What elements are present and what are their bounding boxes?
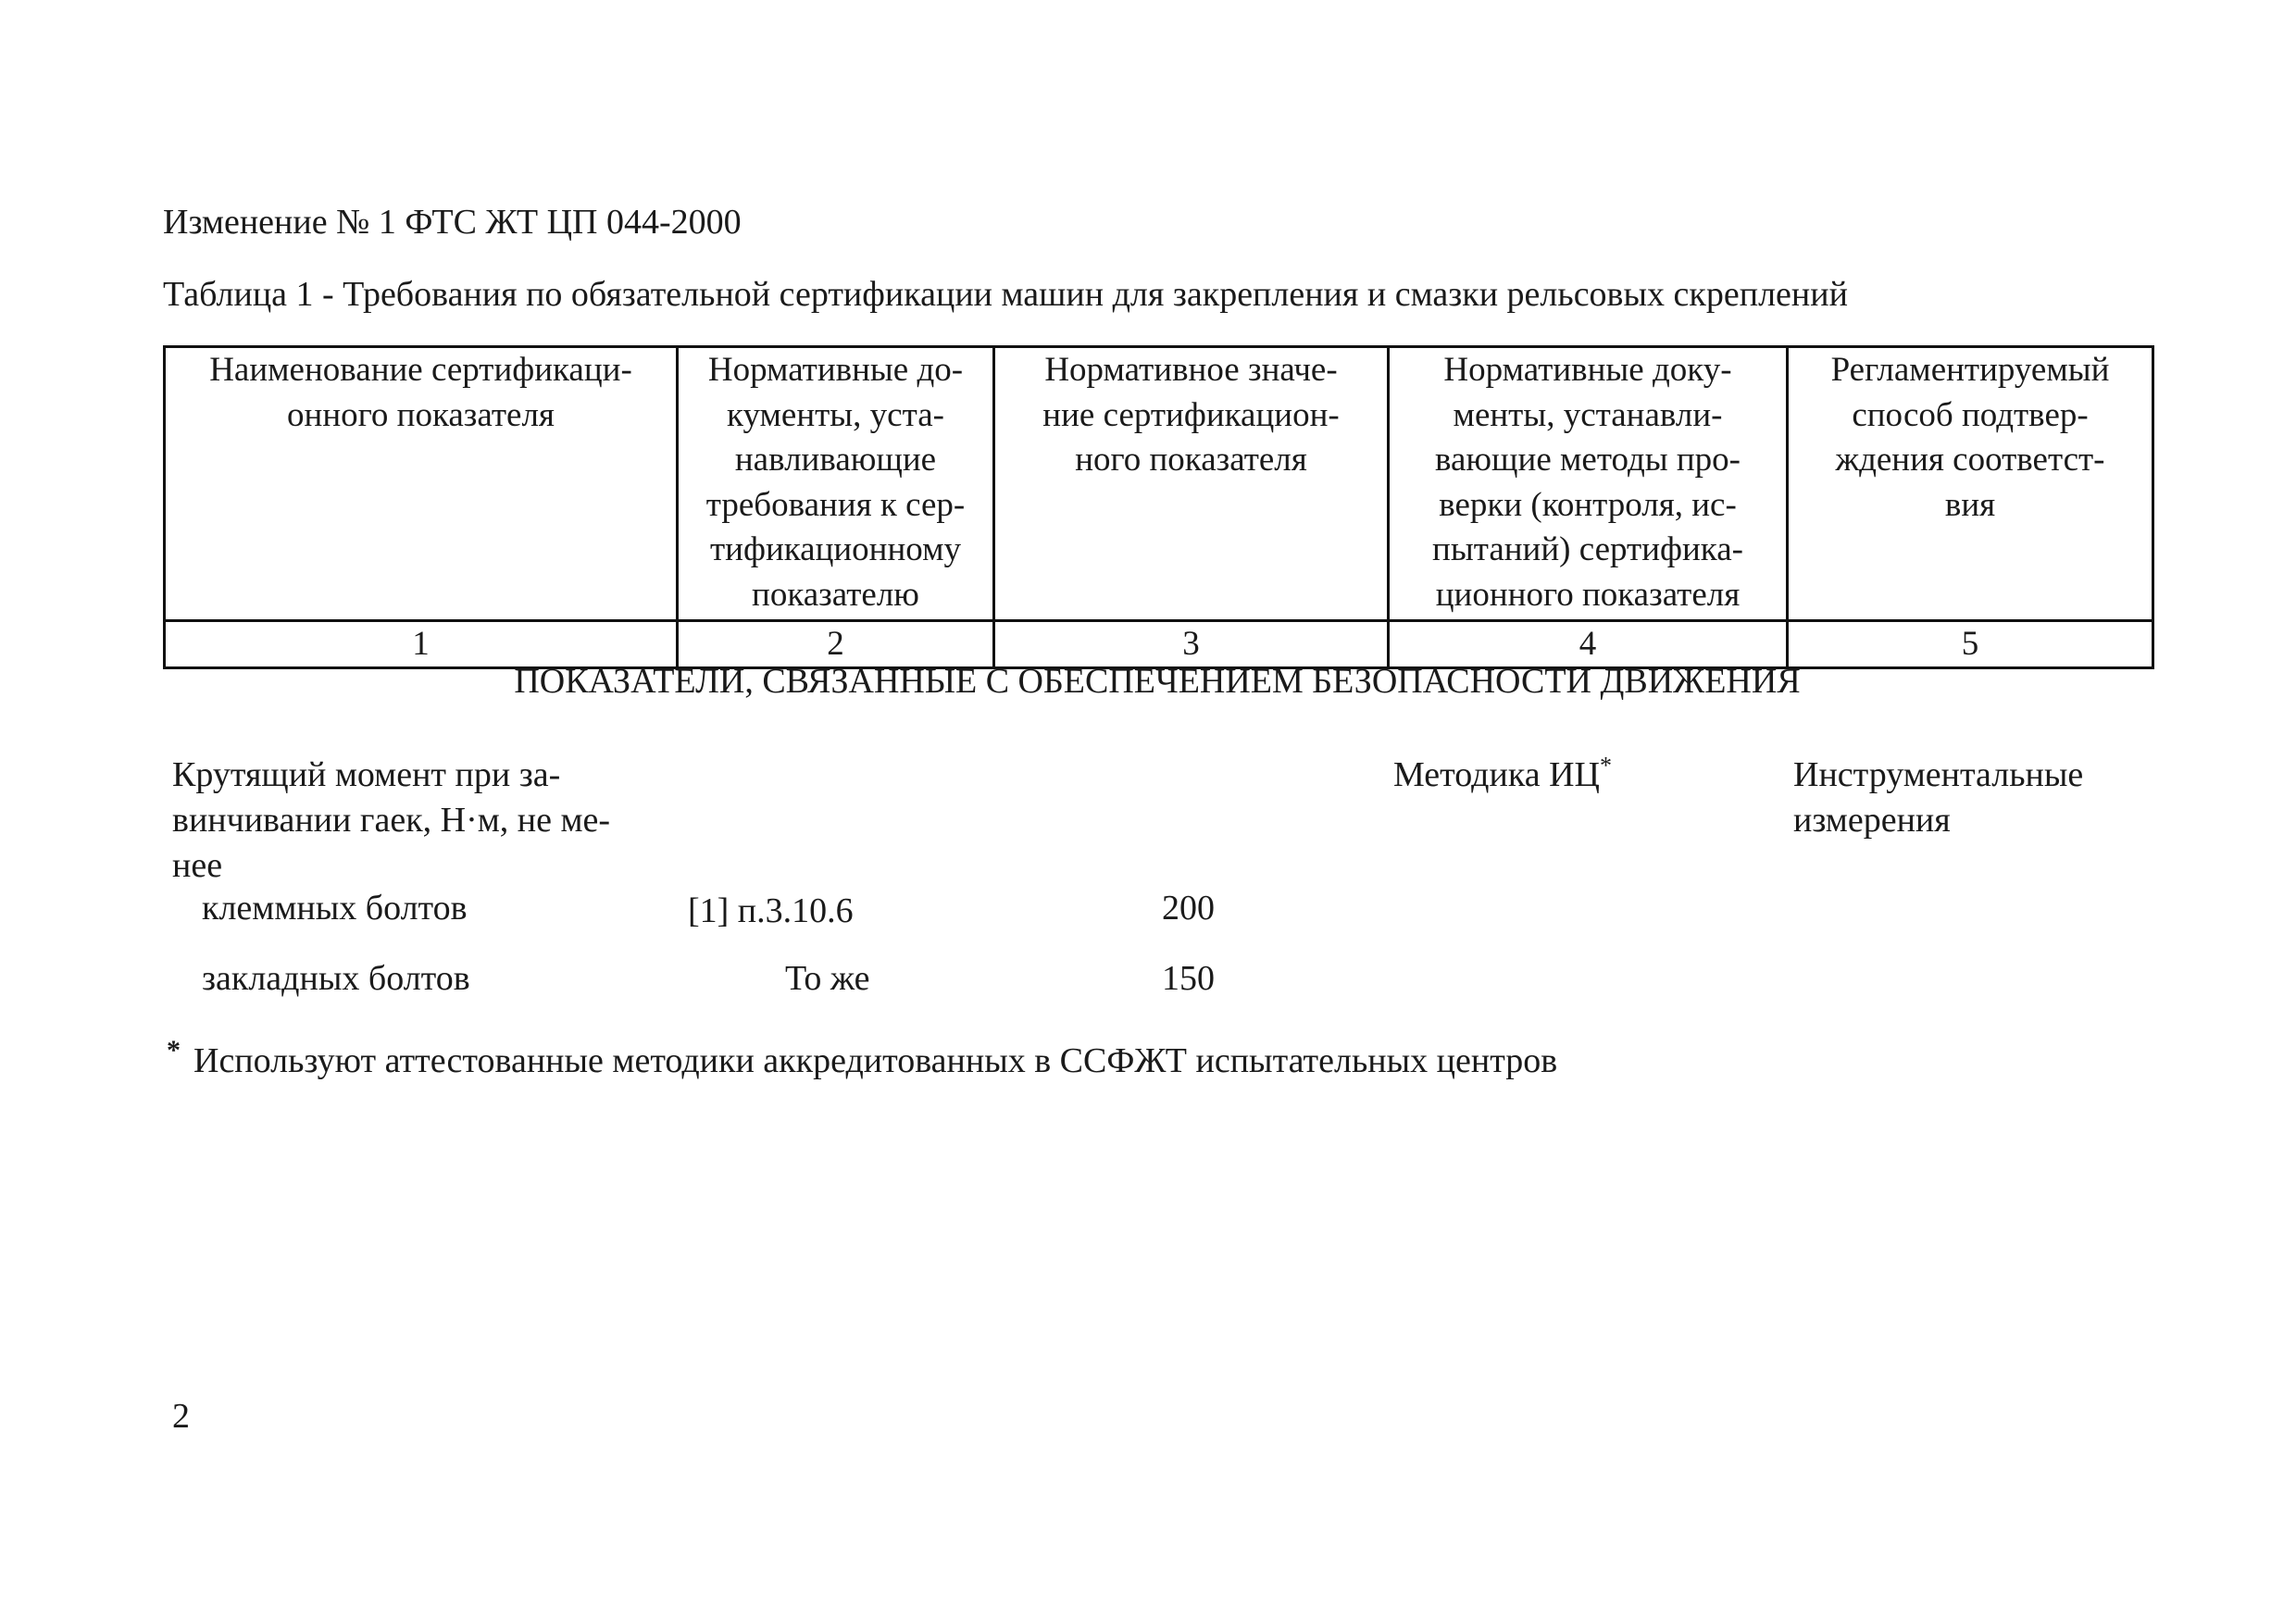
header-cell: Нормативные до- кументы, уста- навливающие требования к сер- тификационному показателю (678, 347, 994, 621)
row-value: 200 (1162, 889, 1215, 928)
column-number: 5 (1788, 621, 2153, 668)
header-cell: Нормативные доку- менты, устанавли- вающие методы про- верки (контроля, ис- пытаний) сертифика- ционного показателя (1389, 347, 1788, 621)
section-title: ПОКАЗАТЕЛИ, СВЯЗАННЫЕ С ОБЕСПЕЧЕНИЕМ БЕЗОПАСНОСТИ ДВИЖЕНИЯ (514, 662, 1801, 701)
table-caption: Таблица 1 - Требования по обязательной сертификации машин для закрепления и смазки рельсовых скреплений (163, 275, 1848, 314)
parameter-name: Крутящий момент при за- винчивании гаек, Н·м, не ме- нее (172, 755, 611, 885)
column-number: 4 (1389, 621, 1788, 668)
header-cell: Регламентируемый способ подтвер- ждения соответст- вия (1788, 347, 2153, 621)
row-value: 150 (1162, 959, 1215, 998)
column-number: 1 (165, 621, 678, 668)
requirements-table (163, 345, 2154, 669)
column-number: 3 (994, 621, 1389, 668)
method-text: Методика ИЦ (1393, 755, 1600, 794)
header-cell: Наименование сертификаци- онного показателя (165, 347, 678, 621)
table-header-row (165, 347, 2153, 621)
column-number: 2 (678, 621, 994, 668)
row-reference: [1] п.3.10.6 (688, 891, 854, 930)
change-title: Изменение № 1 ФТС ЖТ ЦП 044-2000 (163, 203, 742, 242)
confirmation-method: Инструментальные измерения (1793, 755, 2084, 840)
row-name: закладных болтов (202, 959, 470, 998)
header-cell: Нормативное значе- ние сертификацион- ного показателя (994, 347, 1389, 621)
method-footnote-mark: * (1599, 752, 1612, 779)
footnote (167, 1035, 1558, 1081)
row-name: клеммных болтов (202, 889, 468, 928)
footnote-text: Используют аттестованные методики аккредитованных в ССФЖТ испытательных центров (193, 1041, 1558, 1080)
page-number: 2 (172, 1397, 190, 1436)
row-reference: То же (785, 959, 870, 998)
method-cell (1393, 753, 1612, 798)
footnote-mark: * (167, 1035, 181, 1065)
